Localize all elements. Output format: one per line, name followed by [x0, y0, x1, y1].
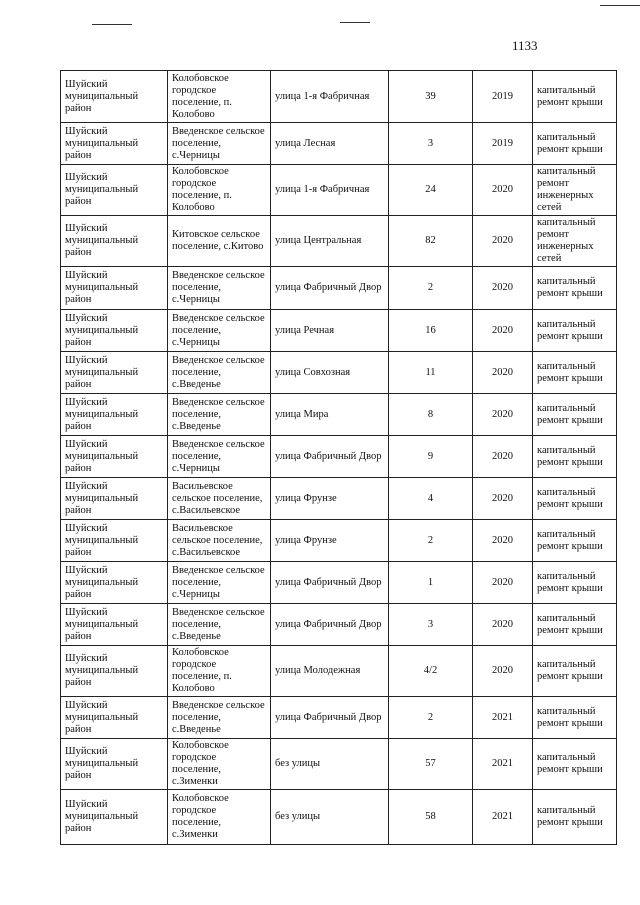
work-type-cell: капитальный ремонт инженерных сетей: [533, 216, 617, 267]
house-number-cell: 39: [389, 71, 473, 123]
house-number-cell: 9: [389, 436, 473, 478]
district-cell: Шуйский муниципальный район: [61, 739, 168, 790]
house-number-cell: 2: [389, 520, 473, 562]
year-cell: 2020: [473, 562, 533, 604]
work-type-cell: капитальный ремонт крыши: [533, 646, 617, 697]
year-cell: 2020: [473, 216, 533, 267]
settlement-cell: Введенское сельское поселение, с.Черницы: [168, 267, 271, 310]
district-cell: Шуйский муниципальный район: [61, 394, 168, 436]
table-row: [61, 646, 617, 697]
year-cell: 2020: [473, 478, 533, 520]
year-cell: 2020: [473, 604, 533, 646]
district-cell: Шуйский муниципальный район: [61, 646, 168, 697]
work-type-cell: капитальный ремонт крыши: [533, 352, 617, 394]
year-cell: 2020: [473, 267, 533, 310]
district-cell: Шуйский муниципальный район: [61, 123, 168, 165]
district-cell: Шуйский муниципальный район: [61, 604, 168, 646]
table-row: [61, 790, 617, 845]
settlement-cell: Васильевское сельское поселение, с.Васильевское: [168, 520, 271, 562]
street-cell: улица Молодежная: [271, 646, 389, 697]
settlement-cell: Колобовское городское поселение, с.Зименки: [168, 790, 271, 845]
settlement-cell: Колобовское городское поселение, п. Колобово: [168, 71, 271, 123]
settlement-cell: Введенское сельское поселение, с.Введенье: [168, 697, 271, 739]
settlement-cell: Колобовское городское поселение, п. Колобово: [168, 646, 271, 697]
district-cell: Шуйский муниципальный район: [61, 71, 168, 123]
house-number-cell: 82: [389, 216, 473, 267]
street-cell: улица Фабричный Двор: [271, 604, 389, 646]
house-number-cell: 8: [389, 394, 473, 436]
district-cell: Шуйский муниципальный район: [61, 165, 168, 216]
work-type-cell: капитальный ремонт крыши: [533, 697, 617, 739]
year-cell: 2020: [473, 165, 533, 216]
work-type-cell: капитальный ремонт крыши: [533, 310, 617, 352]
table-row: [61, 216, 617, 267]
street-cell: улица Речная: [271, 310, 389, 352]
work-type-cell: капитальный ремонт крыши: [533, 123, 617, 165]
table-row: [61, 71, 617, 123]
settlement-cell: Колобовское городское поселение, с.Зименки: [168, 739, 271, 790]
year-cell: 2021: [473, 790, 533, 845]
district-cell: Шуйский муниципальный район: [61, 436, 168, 478]
house-number-cell: 57: [389, 739, 473, 790]
table-row: [61, 562, 617, 604]
settlement-cell: Васильевское сельское поселение, с.Васильевское: [168, 478, 271, 520]
work-type-cell: капитальный ремонт инженерных сетей: [533, 165, 617, 216]
district-cell: Шуйский муниципальный район: [61, 790, 168, 845]
work-type-cell: капитальный ремонт крыши: [533, 436, 617, 478]
table-row: [61, 604, 617, 646]
district-cell: Шуйский муниципальный район: [61, 267, 168, 310]
table-row: [61, 436, 617, 478]
settlement-cell: Введенское сельское поселение, с.Черницы: [168, 123, 271, 165]
house-number-cell: 4/2: [389, 646, 473, 697]
street-cell: улица Центральная: [271, 216, 389, 267]
house-number-cell: 11: [389, 352, 473, 394]
street-cell: без улицы: [271, 790, 389, 845]
house-number-cell: 58: [389, 790, 473, 845]
scan-artifact: [92, 24, 132, 25]
street-cell: улица Фабричный Двор: [271, 267, 389, 310]
street-cell: улица 1-я Фабричная: [271, 71, 389, 123]
district-cell: Шуйский муниципальный район: [61, 478, 168, 520]
year-cell: 2020: [473, 394, 533, 436]
settlement-cell: Введенское сельское поселение, с.Черницы: [168, 562, 271, 604]
street-cell: улица Фабричный Двор: [271, 562, 389, 604]
year-cell: 2019: [473, 71, 533, 123]
table-row: [61, 739, 617, 790]
house-number-cell: 4: [389, 478, 473, 520]
house-number-cell: 16: [389, 310, 473, 352]
settlement-cell: Введенское сельское поселение, с.Черницы: [168, 310, 271, 352]
table-row: [61, 520, 617, 562]
street-cell: улица Лесная: [271, 123, 389, 165]
table-row: [61, 310, 617, 352]
street-cell: улица Фабричный Двор: [271, 436, 389, 478]
settlement-cell: Китовское сельское поселение, с.Китово: [168, 216, 271, 267]
year-cell: 2020: [473, 436, 533, 478]
year-cell: 2020: [473, 352, 533, 394]
table-row: [61, 267, 617, 310]
street-cell: улица Фабричный Двор: [271, 697, 389, 739]
street-cell: улица 1-я Фабричная: [271, 165, 389, 216]
work-type-cell: капитальный ремонт крыши: [533, 478, 617, 520]
street-cell: улица Фрунзе: [271, 520, 389, 562]
district-cell: Шуйский муниципальный район: [61, 310, 168, 352]
house-number-cell: 1: [389, 562, 473, 604]
work-type-cell: капитальный ремонт крыши: [533, 604, 617, 646]
house-number-cell: 3: [389, 123, 473, 165]
house-number-cell: 24: [389, 165, 473, 216]
settlement-cell: Введенское сельское поселение, с.Черницы: [168, 436, 271, 478]
district-cell: Шуйский муниципальный район: [61, 562, 168, 604]
housing-repair-table: [60, 70, 617, 845]
scan-artifact: [600, 5, 640, 6]
work-type-cell: капитальный ремонт крыши: [533, 394, 617, 436]
table-row: [61, 352, 617, 394]
year-cell: 2020: [473, 310, 533, 352]
house-number-cell: 3: [389, 604, 473, 646]
work-type-cell: капитальный ремонт крыши: [533, 71, 617, 123]
street-cell: улица Совхозная: [271, 352, 389, 394]
settlement-cell: Колобовское городское поселение, п. Колобово: [168, 165, 271, 216]
district-cell: Шуйский муниципальный район: [61, 352, 168, 394]
scan-artifact: [340, 22, 370, 23]
table-row: [61, 165, 617, 216]
year-cell: 2021: [473, 739, 533, 790]
year-cell: 2020: [473, 520, 533, 562]
house-number-cell: 2: [389, 697, 473, 739]
street-cell: улица Фрунзе: [271, 478, 389, 520]
table-row: [61, 478, 617, 520]
settlement-cell: Введенское сельское поселение, с.Введенье: [168, 394, 271, 436]
table-row: [61, 123, 617, 165]
district-cell: Шуйский муниципальный район: [61, 216, 168, 267]
work-type-cell: капитальный ремонт крыши: [533, 790, 617, 845]
house-number-cell: 2: [389, 267, 473, 310]
page-number: 1133: [512, 38, 538, 53]
year-cell: 2019: [473, 123, 533, 165]
table-row: [61, 394, 617, 436]
work-type-cell: капитальный ремонт крыши: [533, 267, 617, 310]
district-cell: Шуйский муниципальный район: [61, 697, 168, 739]
district-cell: Шуйский муниципальный район: [61, 520, 168, 562]
work-type-cell: капитальный ремонт крыши: [533, 739, 617, 790]
year-cell: 2020: [473, 646, 533, 697]
settlement-cell: Введенское сельское поселение, с.Введенье: [168, 352, 271, 394]
year-cell: 2021: [473, 697, 533, 739]
table-row: [61, 697, 617, 739]
street-cell: улица Мира: [271, 394, 389, 436]
work-type-cell: капитальный ремонт крыши: [533, 562, 617, 604]
work-type-cell: капитальный ремонт крыши: [533, 520, 617, 562]
settlement-cell: Введенское сельское поселение, с.Введенье: [168, 604, 271, 646]
street-cell: без улицы: [271, 739, 389, 790]
